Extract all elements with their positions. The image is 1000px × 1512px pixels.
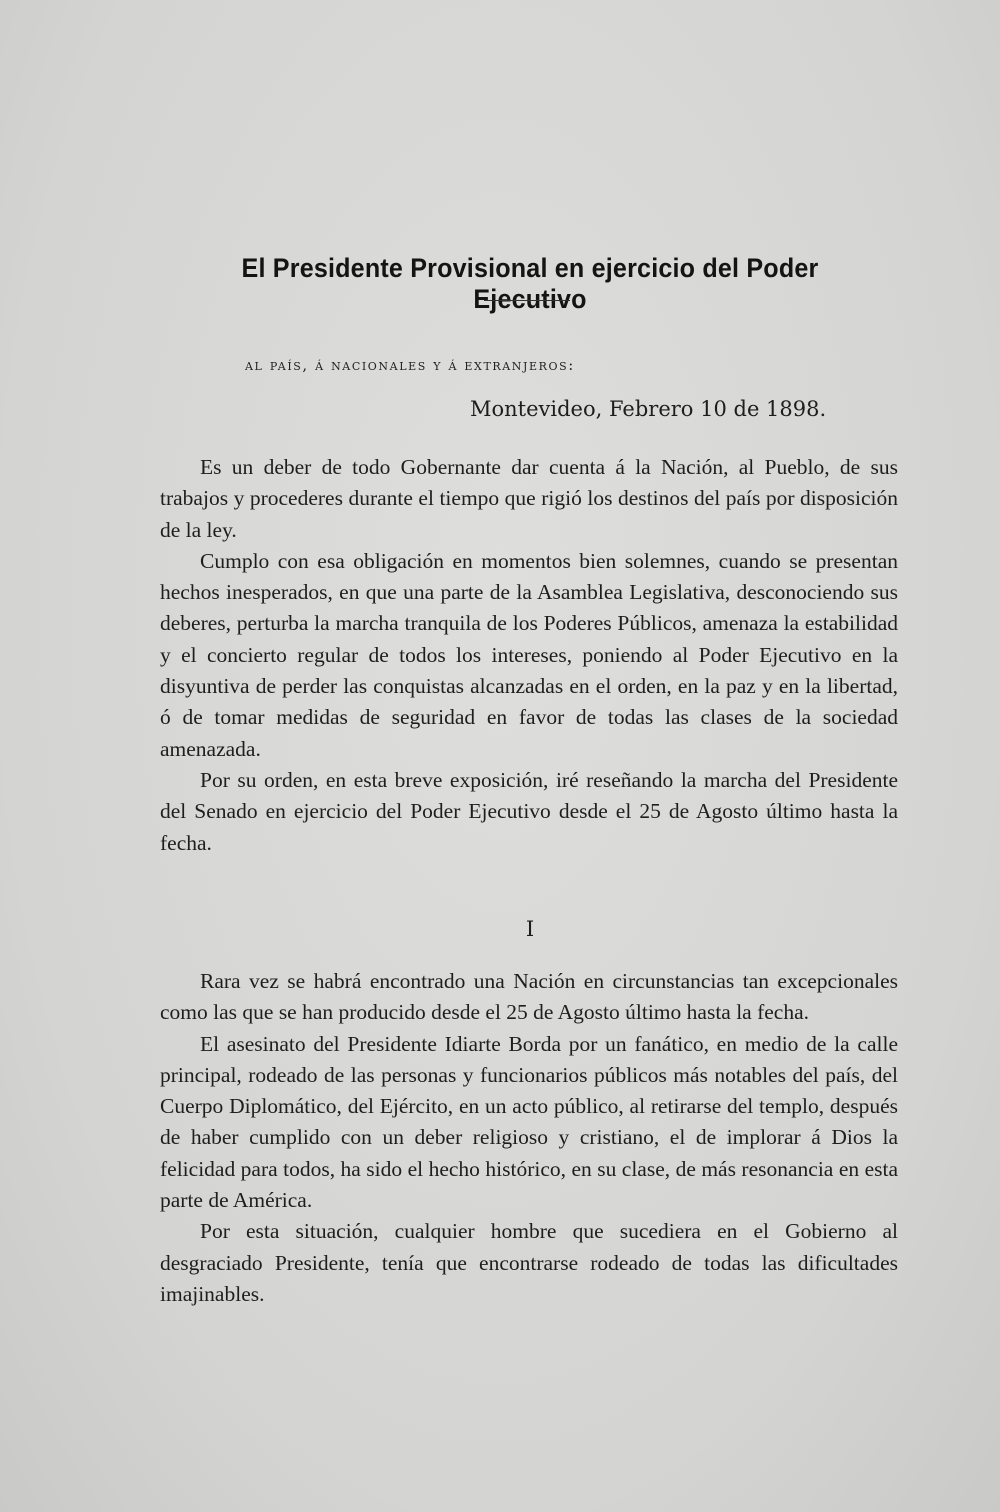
section-one — [160, 966, 898, 1310]
paragraph: Por esta situación, cualquier hombre que sucediera en el Gobierno al desgraciado Presidente, tenía que encontrarse rodeado de todas las dificultades imajinables. — [160, 1219, 898, 1306]
paragraph: Rara vez se habrá encontrado una Nación en circunstancias tan excepcionales como las que se han producido desde el 25 de Agosto último hasta la fecha. — [160, 969, 898, 1025]
dateline: Montevideo, Febrero 10 de 1898. — [470, 397, 827, 421]
intro-section — [160, 452, 898, 859]
document-title: El Presidente Provisional en ejercicio del Poder Ejecutivo — [241, 253, 819, 314]
paragraph: El asesinato del Presidente Idiarte Borda por un fanático, en medio de la calle principal, rodeado de las personas y funcionarios públicos más notables del país, del Cuerpo Diplomático, del Ejército, en un acto público, al retirarse del templo, después de haber cumplido con un deber religioso y cristiano, el de implorar á Dios la felicidad para todos, ha sido el hecho histórico, en su clase, de más resonancia en esta parte de América. — [160, 1031, 898, 1213]
title-divider — [484, 300, 570, 301]
paragraph: Es un deber de todo Gobernante dar cuenta á la Nación, al Pueblo, de sus trabajos y procederes durante el tiempo que rigió los destinos del país por disposición de la ley. — [160, 455, 898, 542]
paragraph: Cumplo con esa obligación en momentos bien solemnes, cuando se presentan hechos inesperados, en que una parte de la Asamblea Legislativa, desconociendo sus deberes, perturba la marcha tranquila de los Poderes Públicos, amenaza la estabilidad y el concierto regular de todos los intereses, poniendo al Poder Ejecutivo en la disyuntiva de perder las conquistas alcanzadas en el orden, en la paz y en la libertad, ó de tomar medidas de seguridad en favor de todas las clases de la sociedad amenazada. — [160, 548, 898, 761]
section-numeral: I — [525, 917, 535, 941]
paragraph: Por su orden, en esta breve exposición, iré reseñando la marcha del Presidente del Senado en ejercicio del Poder Ejecutivo desde el 25 de Agosto último hasta la fecha. — [160, 767, 898, 855]
address-line: al país, á nacionales y á extranjeros: — [245, 356, 575, 374]
